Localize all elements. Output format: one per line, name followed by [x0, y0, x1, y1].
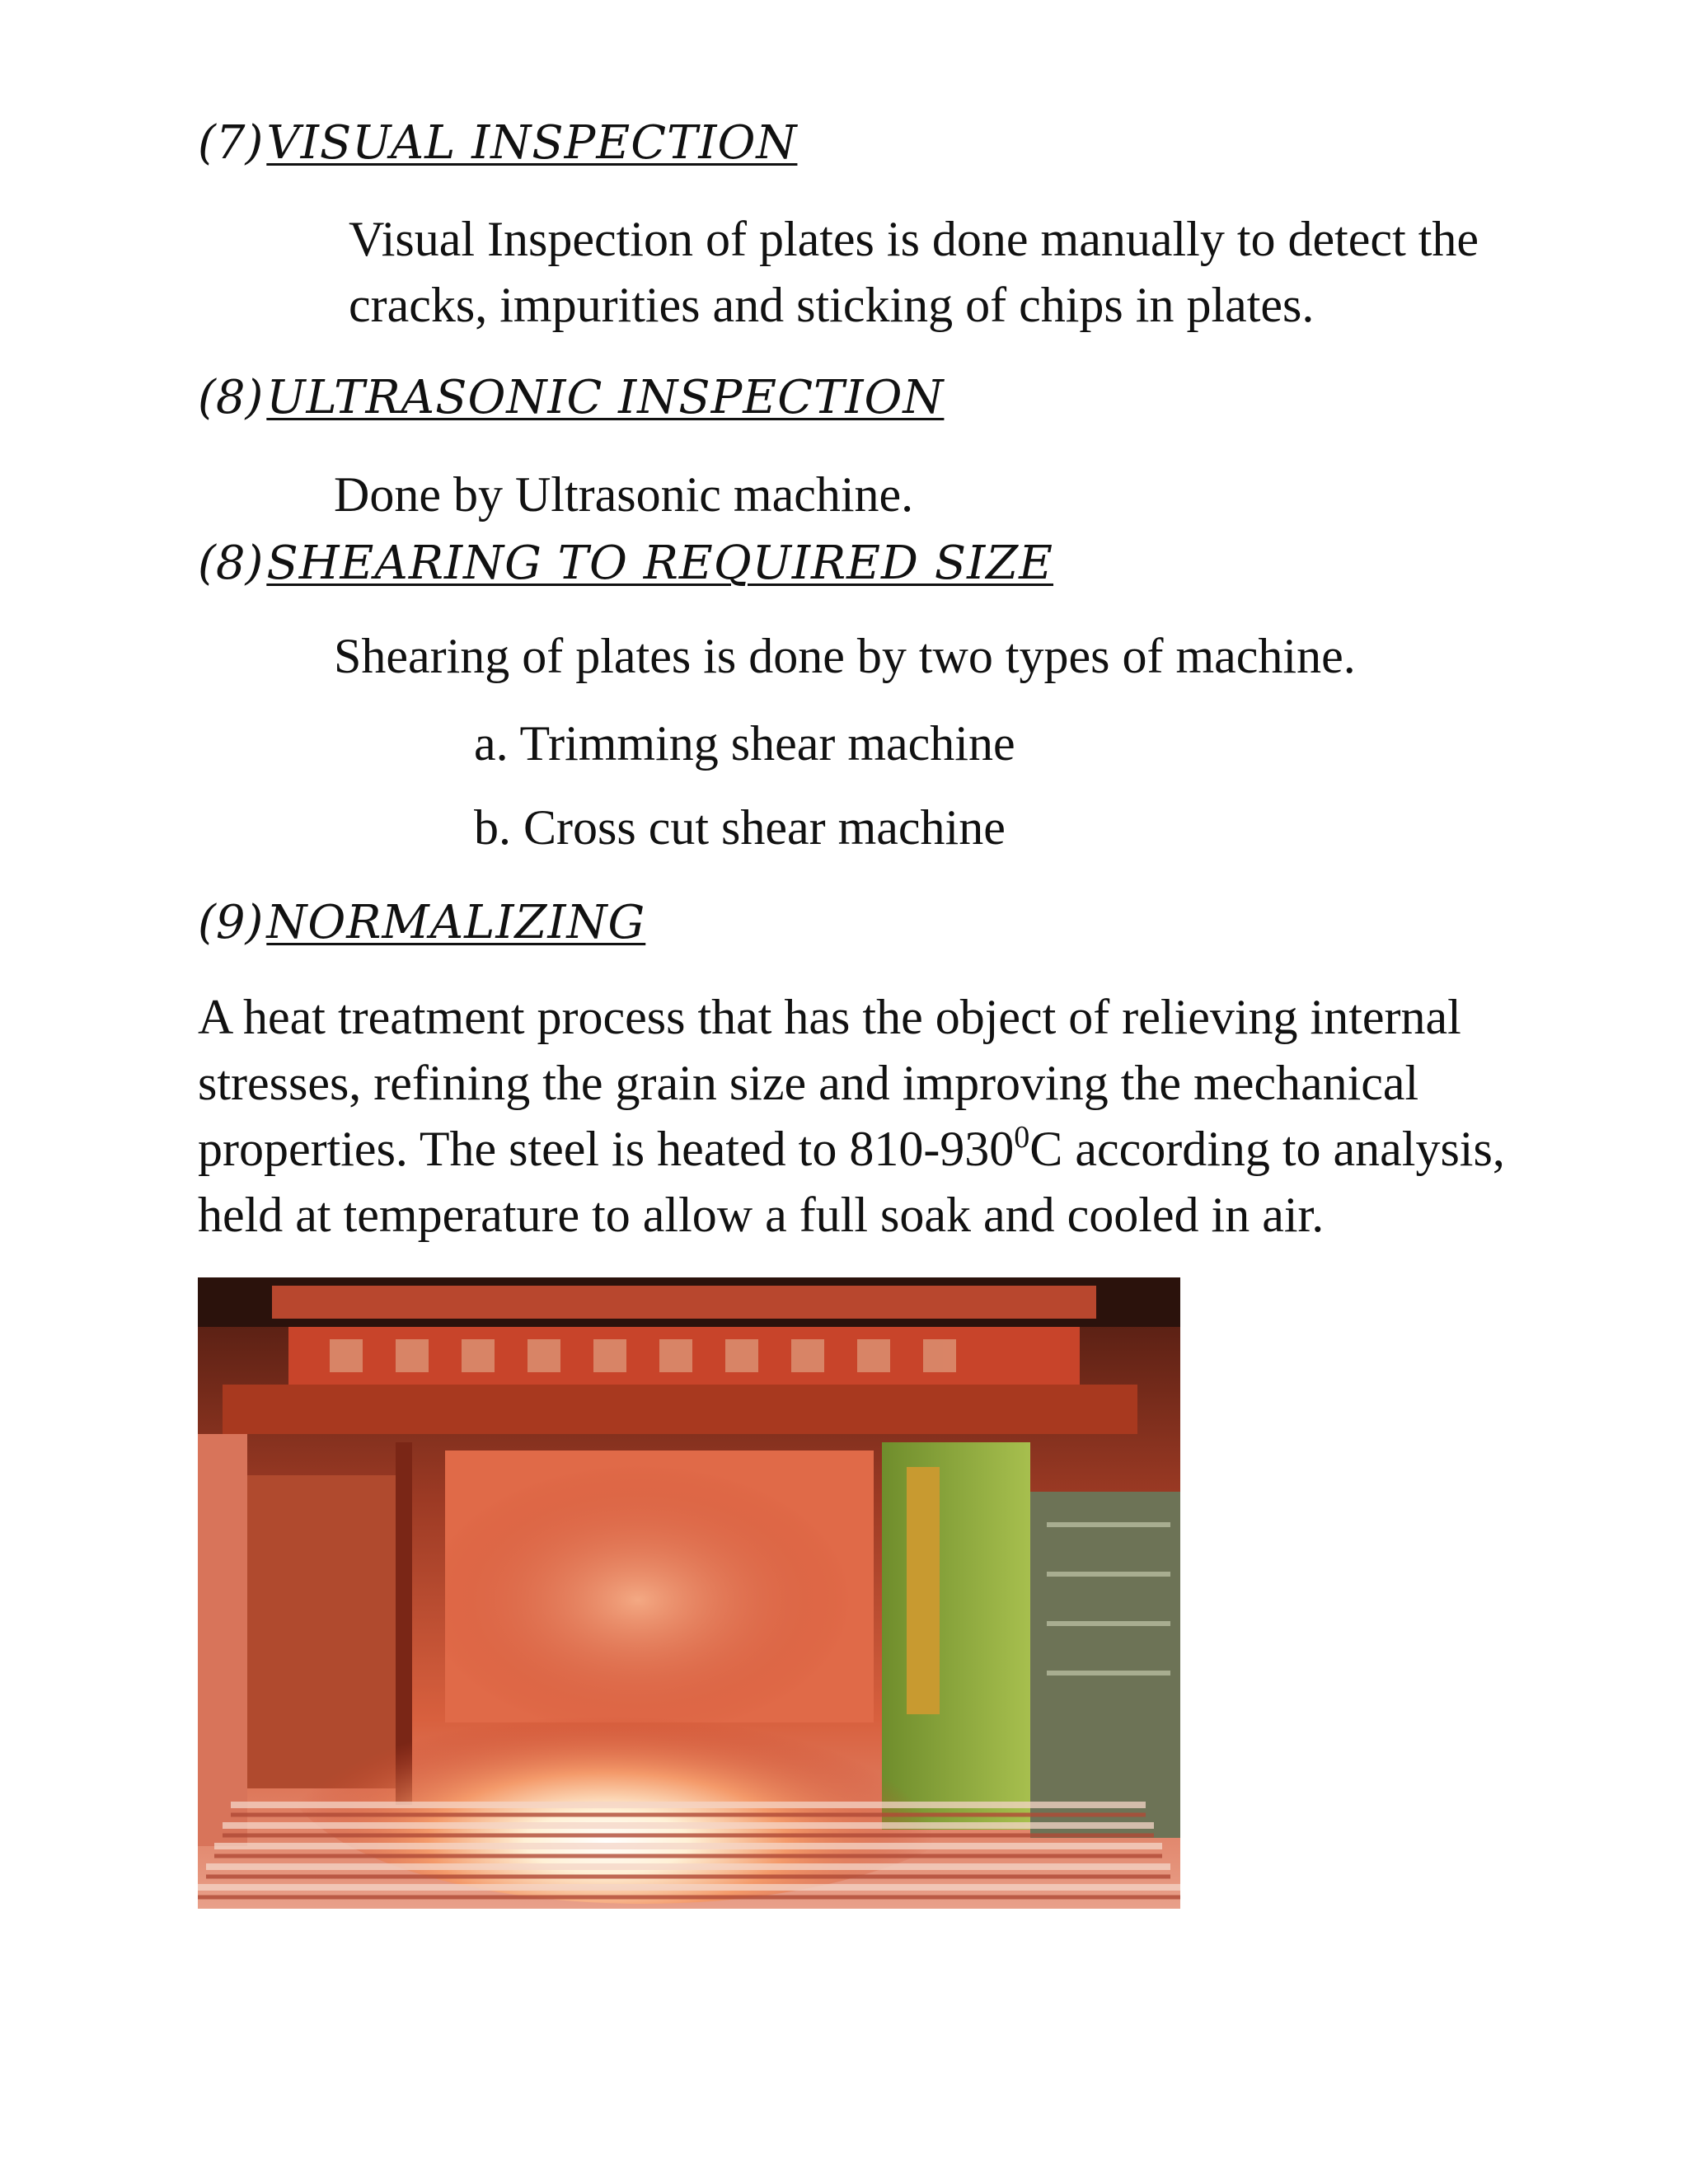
- section-title: ULTRASONIC INSPECTION: [266, 371, 945, 424]
- section-7-line-2: cracks, impurities and sticking of chips in plates.: [349, 278, 1315, 332]
- section-7-line-1: Visual Inspection of plates is done manually to detect the: [349, 212, 1479, 266]
- paragraph-line: held at temperature to allow a full soak and cooled in air.: [198, 1188, 1325, 1242]
- list-item-trimming-shear: a. Trimming shear machine: [474, 716, 1015, 771]
- section-8-ultrasonic-heading: [198, 371, 945, 424]
- degree-superscript: 0: [1014, 1120, 1030, 1155]
- section-number: (8): [198, 371, 264, 424]
- paragraph-line: A heat treatment process that has the object of relieving internal: [198, 990, 1461, 1044]
- section-title: VISUAL INSPECTION: [266, 116, 798, 170]
- section-number: (8): [198, 537, 264, 590]
- analysis-text: C according to analysis,: [1029, 1122, 1505, 1176]
- section-title: NORMALIZING: [266, 896, 646, 949]
- section-number: (7): [198, 116, 264, 170]
- paragraph-line-temperature: [198, 1116, 1505, 1182]
- normalizing-paragraph: [198, 984, 1505, 1248]
- section-9-heading: [198, 896, 646, 949]
- section-title: SHEARING TO REQUIRED SIZE: [266, 537, 1054, 590]
- paragraph-line: stresses, refining the grain size and improving the mechanical: [198, 1056, 1419, 1110]
- temperature-text: properties. The steel is heated to 810-930: [198, 1122, 1015, 1176]
- list-item-cross-cut-shear: b. Cross cut shear machine: [474, 800, 1006, 855]
- section-8-shearing-heading: [198, 537, 1054, 590]
- section-8-ultrasonic-line-1: Done by Ultrasonic machine.: [334, 467, 914, 522]
- section-7-heading: [198, 116, 798, 170]
- section-number: (9): [198, 896, 264, 949]
- section-8-shearing-line-1: Shearing of plates is done by two types of machine.: [334, 629, 1356, 683]
- normalizing-furnace-photo: [198, 1277, 1180, 1909]
